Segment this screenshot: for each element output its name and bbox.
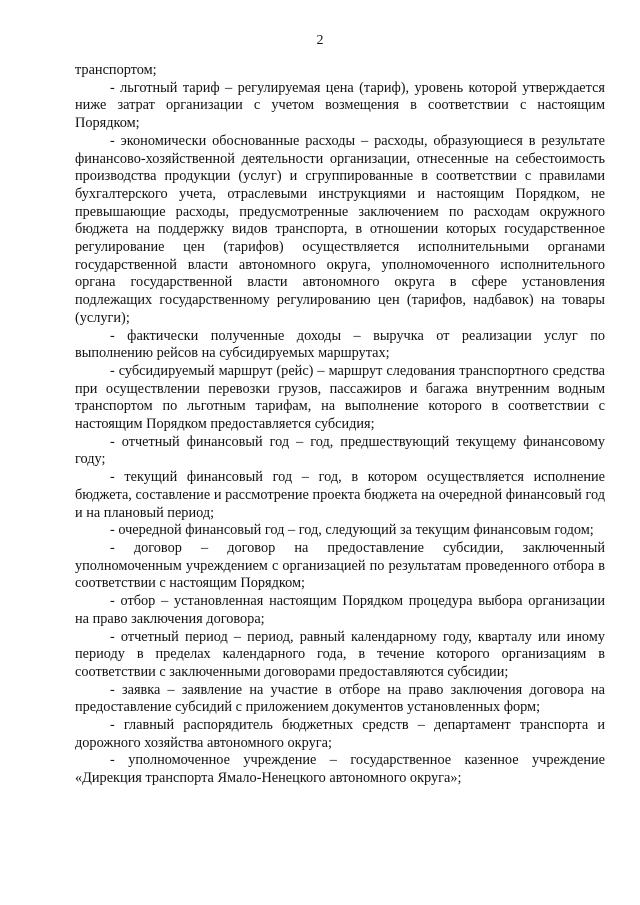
definition-paragraph: - уполномоченное учреждение – государственное казенное учреждение «Дирекция транспорта Ямало-Ненецкого автономного округа»; [75,752,605,787]
definition-paragraph: - главный распорядитель бюджетных средств – департамент транспорта и дорожного хозяйства автономного округа; [75,717,605,751]
definition-paragraph: - экономически обоснованные расходы – расходы, образующиеся в результате финансово-хозяйственной деятельности организации, отнесенные на себестоимость производства продукции (услуг) и сгруппированные в соответствии с правилами бухгалтерского учета, отраслевыми инструкциями и настоящим Порядком, не превышающие расходы, предусмотренные заключением по расходам окружного бюджета на поддержку видов транспорта, в отношении которых государственное регулирование цен (тарифов) осуществляется исполнительными органами государственной власти автономного округа, уполномоченного исполнительного органа государственной власти автономного округа в сфере установления подлежащих государственному регулированию цен (тарифов, надбавок) на товары (услуги); [75,132,605,326]
page-number: 2 [316,33,324,48]
definition-paragraph: - текущий финансовый год – год, в котором осуществляется исполнение бюджета, составление и рассмотрение проекта бюджета на очередной финансовый год и на плановый период; [75,469,605,521]
definition-paragraph: - отбор – установленная настоящим Порядком процедура выбора организации на право заключения договора; [75,593,605,627]
definition-paragraph: - субсидируемый маршрут (рейс) – маршрут следования транспортного средства при осуществлении перевозки грузов, пассажиров и багажа внутренним водным транспортом по льготным тарифам, на выполнение которого в соответствии с настоящим Порядком предоставляется субсидия; [75,362,605,433]
document-body [75,62,605,788]
definition-paragraph: - договор – договор на предоставление субсидии, заключенный уполномоченным учреждением с организацией по результатам проведенного отбора в соответствии с настоящим Порядком; [75,539,605,592]
definition-paragraph: - отчетный финансовый год – год, предшествующий текущему финансовому году; [75,433,605,468]
lead-line: транспортом; [75,62,157,78]
definition-paragraph: - отчетный период – период, равный календарному году, кварталу или иному периоду в пределах календарного года, в течение которого организациям в соответствии с заключенными договорами предоставляются субсидии; [75,628,605,680]
definition-paragraph: - льготный тариф – регулируемая цена (тариф), уровень которой утверждается ниже затрат организации с учетом возмещения в соответствии с настоящим Порядком; [75,79,605,132]
definition-paragraph: - фактически полученные доходы – выручка от реализации услуг по выполнению рейсов на субсидируемых маршрутах; [75,327,605,362]
definition-paragraph: - заявка – заявление на участие в отборе на право заключения договора на предоставление субсидий с приложением документов установленных форм; [75,681,605,716]
definition-paragraph: - очередной финансовый год – год, следующий за текущим финансовым годом; [110,522,594,539]
